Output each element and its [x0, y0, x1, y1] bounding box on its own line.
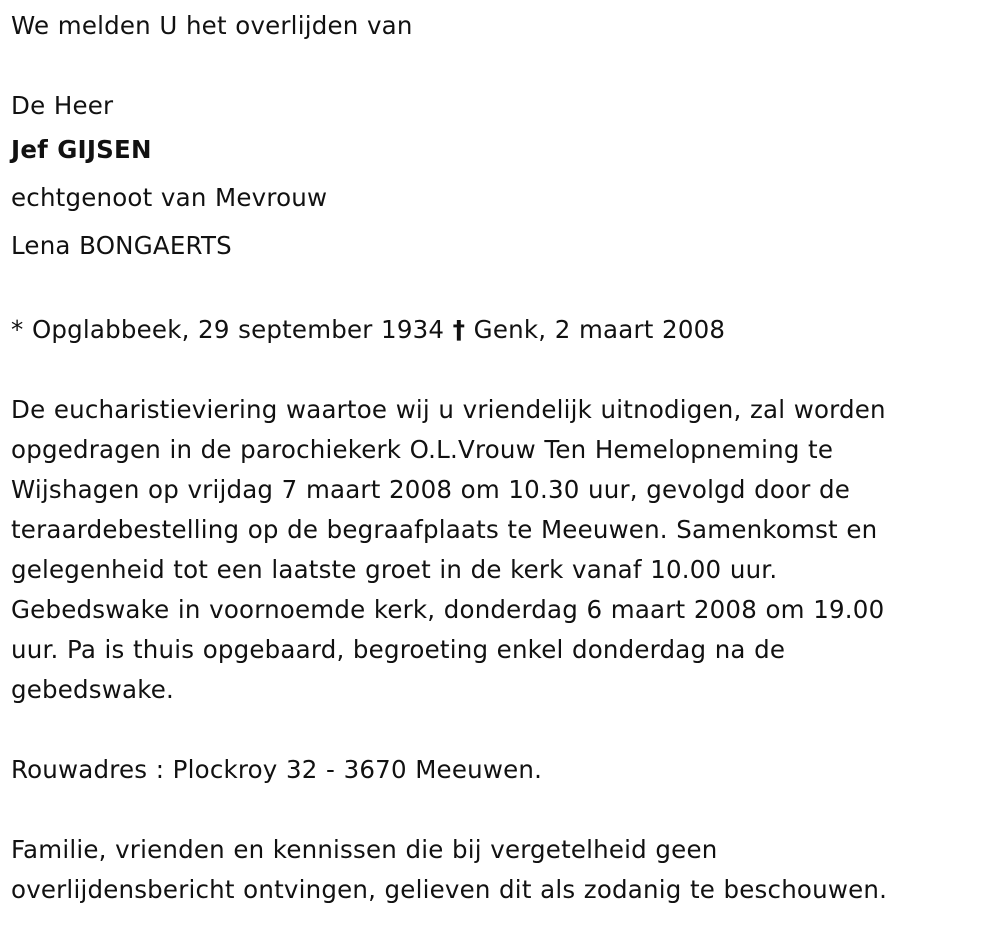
deceased-name: Jef GIJSEN	[11, 135, 152, 164]
obituary-notice	[11, 6, 986, 910]
ceremony-line: opgedragen in de parochiekerk O.L.Vrouw Ten Hemelopneming te	[11, 435, 834, 464]
spacer	[11, 46, 986, 86]
spouse-name: Lena BONGAERTS	[11, 231, 232, 260]
spacer	[11, 270, 986, 310]
ceremony-line: gebedswake.	[11, 675, 174, 704]
intro-text: We melden U het overlijden van	[11, 11, 413, 40]
ceremony-line: Wijshagen op vrijdag 7 maart 2008 om 10.30 uur, gevolgd door de	[11, 475, 851, 504]
ceremony-line: teraardebestelling op de begraafplaats te Meeuwen. Samenkomst en	[11, 515, 878, 544]
salutation: De Heer	[11, 91, 114, 120]
closing-paragraph	[11, 830, 986, 910]
spacer	[11, 790, 986, 830]
ceremony-line: De eucharistieviering waartoe wij u vriendelijk uitnodigen, zal worden	[11, 395, 886, 424]
ceremony-paragraph	[11, 390, 986, 710]
life-dates	[11, 310, 986, 350]
birth-info: * Opglabbeek, 29 september 1934	[11, 315, 445, 344]
ceremony-line: gelegenheid tot een laatste groet in de kerk vanaf 10.00 uur.	[11, 555, 778, 584]
mourning-address: Rouwadres : Plockroy 32 - 3670 Meeuwen.	[11, 755, 543, 784]
spouse-label: echtgenoot van Mevrouw	[11, 183, 328, 212]
closing-line: overlijdensbericht ontvingen, gelieven dit als zodanig te beschouwen.	[11, 875, 888, 904]
spacer	[11, 350, 986, 390]
ceremony-line: Gebedswake in voornoemde kerk, donderdag 6 maart 2008 om 19.00	[11, 595, 885, 624]
spacer	[11, 710, 986, 750]
cross-icon: †	[452, 315, 466, 344]
closing-line: Familie, vrienden en kennissen die bij vergetelheid geen	[11, 835, 718, 864]
ceremony-line: uur. Pa is thuis opgebaard, begroeting enkel donderdag na de	[11, 635, 786, 664]
death-info: Genk, 2 maart 2008	[473, 315, 726, 344]
